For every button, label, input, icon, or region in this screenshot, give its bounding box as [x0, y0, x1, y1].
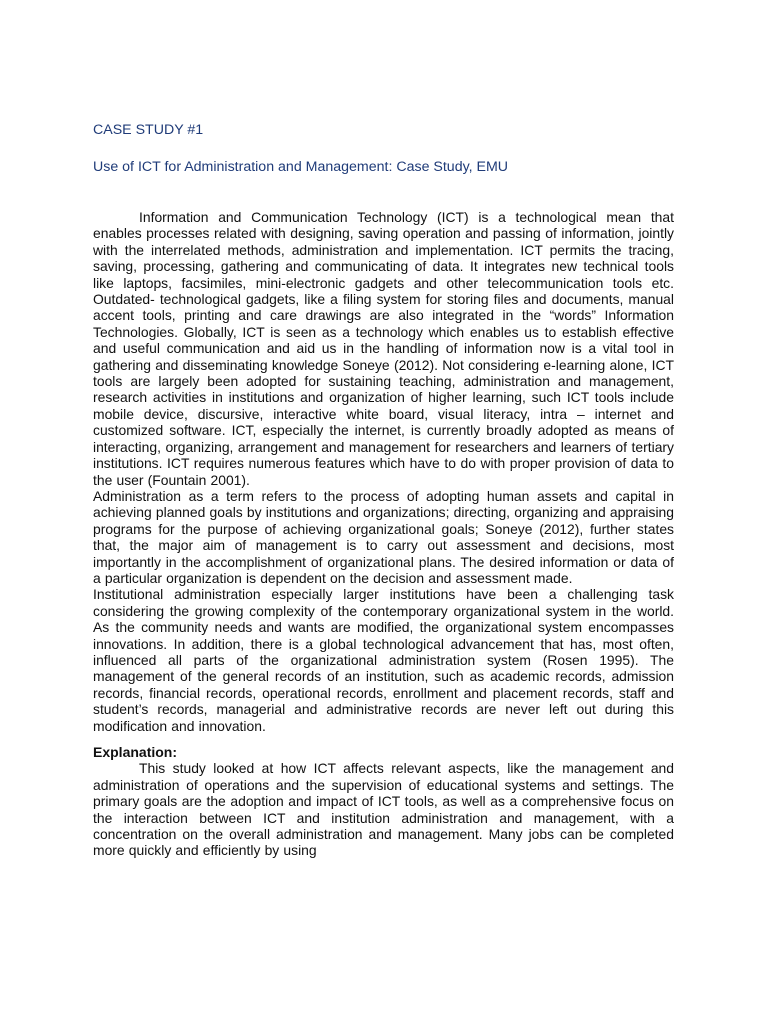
- body-text: [93, 209, 674, 859]
- document-page: [93, 118, 674, 859]
- case-study-label: CASE STUDY #1: [93, 122, 204, 138]
- paragraph-institutional-administration: Institutional administration especially larger institutions have been a challenging task considering the growing complexity of the contemporary organizational system in the world. As the community needs and wants are modified, the organizational system encompasses innovations. In addition, there is a global technological advancement that has, most often, influenced all parts of the organizational administration system (Rosen 1995). The management of the general records of an institution, such as academic records, admission records, financial records, operational records, enrollment and placement records, staff and student’s records, managerial and administrative records are never left out during this modification and innovation.: [93, 586, 674, 734]
- document-subtitle: Use of ICT for Administration and Management: Case Study, EMU: [93, 159, 509, 175]
- paragraph-administration: Administration as a term refers to the process of adopting human assets and capital in achieving planned goals by institutions and organizations; directing, organizing and appraising programs for the purpose of achieving organizational goals; Soneye (2012), further states that, the major aim of management is to carry out assessment and decisions, most importantly in the accomplishment of organizational plans. The desired information or data of a particular organization is dependent on the decision and assessment made.: [93, 487, 674, 586]
- paragraph-explanation: This study looked at how ICT affects relevant aspects, like the management and administration of operations and the supervision of educational systems and settings. The primary goals are the adoption and impact of ICT tools, as well as a comprehensive focus on the interaction between ICT and institution administration and management, with a concentration on the overall administration and management. Many jobs can be completed more quickly and efficiently by using: [93, 760, 674, 859]
- explanation-heading: Explanation:: [93, 744, 178, 760]
- paragraph-ict-definition: Information and Communication Technology (ICT) is a technological mean that enables processes related with designing, saving operation and passing of information, jointly with the interrelated methods, administration and implementation. ICT permits the tracing, saving, processing, gathering and communicating of data. It integrates new technical tools like laptops, facsimiles, mini-electronic gadgets and other telecommunication tools etc. Outdated- technological gadgets, like a filing system for storing files and documents, manual accent tools, printing and care drawings are also integrated in the “words” Information Technologies. Globally, ICT is seen as a technology which enables us to establish effective and useful communication and aid us in the handling of information now is a vital tool in gathering and disseminating knowledge Soneye (2012). Not considering e-learning alone, ICT tools are largely been adopted for sustaining teaching, administration and management, research activities in institutions and organization of higher learning, such ICT tools include mobile device, discursive, interactive white board, visual literacy, intra – internet and customized software. ICT, especially the internet, is currently broadly adopted as means of interacting, organizing, arrangement and management for researchers and learners of tertiary institutions. ICT requires numerous features which have to do with proper provision of data to the user (Fountain 2001).: [93, 209, 674, 488]
